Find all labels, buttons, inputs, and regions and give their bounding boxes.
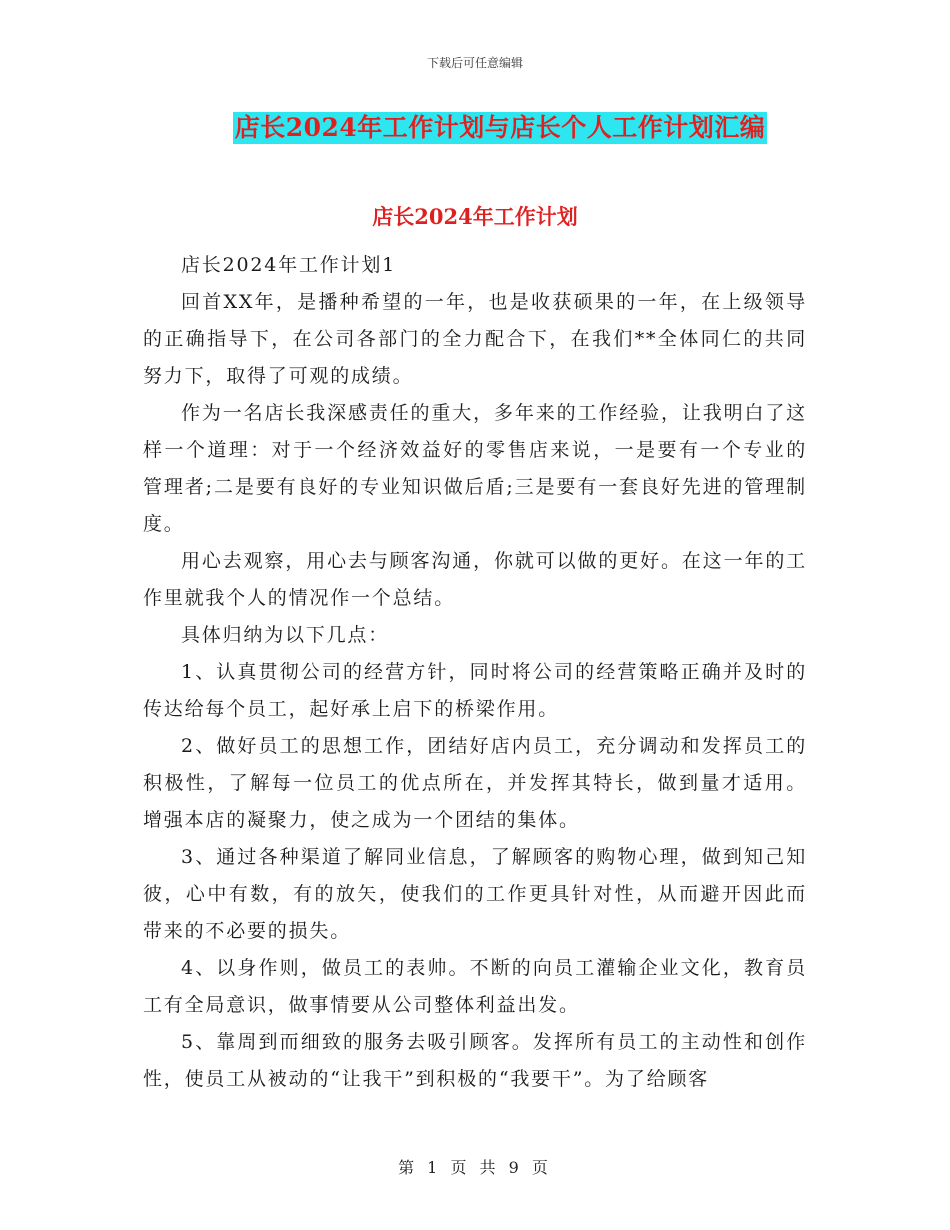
- document-body: [143, 247, 807, 1098]
- document-title-container: [0, 112, 950, 144]
- paragraph: 2、做好员工的思想工作，团结好店内员工，充分调动和发挥员工的积极性，了解每一位员工的优点所在，并发挥其特长，做到量才适用。增强本店的凝聚力，使之成为一个团结的集体。: [143, 735, 807, 831]
- paragraph: 回首XX年，是播种希望的一年，也是收获硕果的一年，在上级领导的正确指导下，在公司各部门的全力配合下，在我们**全体同仁的共同努力下，取得了可观的成绩。: [143, 291, 807, 387]
- page-number-footer: 第 1 页 共 9 页: [398, 1158, 552, 1177]
- section-title: 店长2024年工作计划: [372, 204, 578, 229]
- paragraph: 具体归纳为以下几点：: [181, 624, 390, 646]
- document-title: 店长2024年工作计划与店长个人工作计划汇编: [234, 113, 766, 142]
- paragraph: 1、认真贯彻公司的经营方针，同时将公司的经营策略正确并及时的传达给每个员工，起好承上启下的桥梁作用。: [143, 661, 807, 720]
- page-header-note: 下载后可任意编辑: [426, 56, 523, 70]
- paragraph: 5、靠周到而细致的服务去吸引顾客。发挥所有员工的主动性和创作性，使员工从被动的“让我干”到积极的“我要干”。为了给顾客: [143, 1031, 807, 1090]
- paragraph: 用心去观察，用心去与顾客沟通，你就可以做的更好。在这一年的工作里就我个人的情况作一个总结。: [143, 550, 807, 609]
- paragraph: 3、通过各种渠道了解同业信息，了解顾客的购物心理，做到知己知彼，心中有数，有的放矢，使我们的工作更具针对性，从而避开因此而带来的不必要的损失。: [143, 846, 807, 942]
- paragraph: 4、以身作则，做员工的表帅。不断的向员工灌输企业文化，教育员工有全局意识，做事情要从公司整体利益出发。: [143, 957, 807, 1016]
- paragraph: 作为一名店长我深感责任的重大，多年来的工作经验，让我明白了这样一个道理：对于一个经济效益好的零售店来说，一是要有一个专业的管理者;二是要有良好的专业知识做后盾;三是要有一套良好先进的管理制度。: [143, 402, 807, 535]
- paragraph: 店长2024年工作计划1: [181, 254, 397, 276]
